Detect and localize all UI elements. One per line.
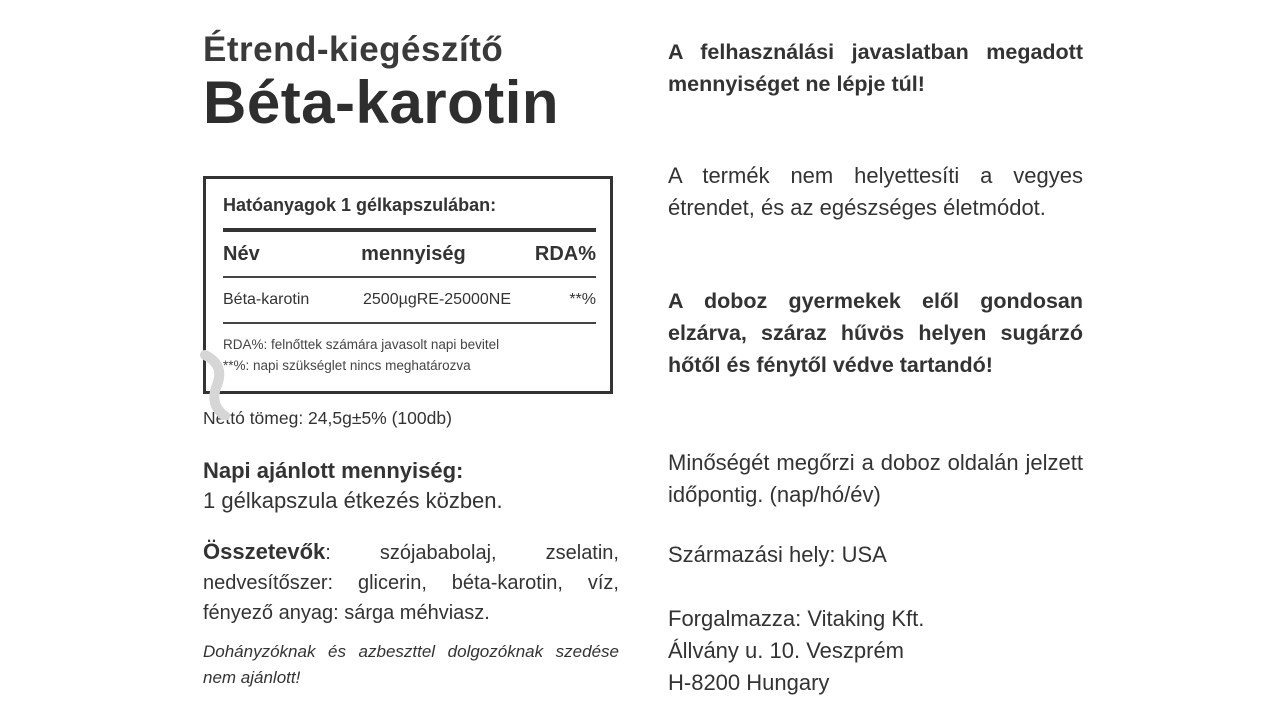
dosage-text: 1 gélkapszula étkezés közben. xyxy=(203,488,503,513)
ingredients-list xyxy=(203,537,619,628)
cell-ingredient-rda: **% xyxy=(569,291,596,308)
product-name-title: Béta-karotin xyxy=(203,69,560,136)
table-title: Hatóanyagok 1 gélkapszulában: xyxy=(223,195,497,215)
distributor-street: Állvány u. 10. Veszprém xyxy=(668,638,905,663)
diet-notice: A termék nem helyettesíti a vegyes étrendet, és az egészséges életmódot. xyxy=(668,163,1083,220)
table-footnotes xyxy=(223,334,596,376)
footnote-rda: RDA%: felnőttek számára javasolt napi bevitel xyxy=(223,337,500,352)
cell-ingredient-name: Béta-karotin xyxy=(223,291,310,308)
column-header-rda: RDA% xyxy=(534,242,596,265)
footnote-undefined: **%: napi szükséglet nincs meghatározva xyxy=(223,358,471,373)
cell-ingredient-quantity: 2500µgRE-25000NE xyxy=(363,291,511,308)
distributor-address xyxy=(668,603,1083,699)
distributor-name: Forgalmazza: Vitaking Kft. xyxy=(668,606,925,631)
smoker-warning: Dohányzóknak és azbeszttel dolgozóknak szedése nem ajánlott! xyxy=(203,642,619,687)
column-header-quantity: mennyiség xyxy=(361,242,466,265)
active-ingredients-table xyxy=(203,176,613,394)
table-row xyxy=(223,278,596,322)
distributor-postal: H-8200 Hungary xyxy=(668,670,830,695)
dosage-label: Napi ajánlott mennyiség: xyxy=(203,458,464,483)
net-weight: Nettó tömeg: 24,5g±5% (100db) xyxy=(203,408,452,428)
table-header-row xyxy=(223,232,596,276)
storage-instructions: A doboz gyermekek elől gondosan elzárva, száraz hűvös helyen sugárzó hőtől és fénytől védve tartandó! xyxy=(668,289,1083,377)
ingredients-text: : szójababolaj, zselatin, nedvesítőszer: glicerin, béta-karotin, víz, fényező anyag: sárga méhviasz. xyxy=(203,542,619,624)
left-column xyxy=(203,30,623,687)
country-of-origin: Származási hely: USA xyxy=(668,542,887,567)
column-header-name: Név xyxy=(223,242,260,265)
daily-dosage xyxy=(203,456,623,516)
scan-smudge xyxy=(195,350,235,420)
ingredients-label: Összetevők xyxy=(203,539,326,564)
best-before-notice: Minőségét megőrzi a doboz oldalán jelzett időpontig. (nap/hó/év) xyxy=(668,450,1083,507)
supplement-type-heading: Étrend-kiegészítő xyxy=(203,30,504,69)
dose-warning: A felhasználási javaslatban megadott mennyiséget ne lépje túl! xyxy=(668,40,1083,96)
table-divider xyxy=(223,322,596,324)
